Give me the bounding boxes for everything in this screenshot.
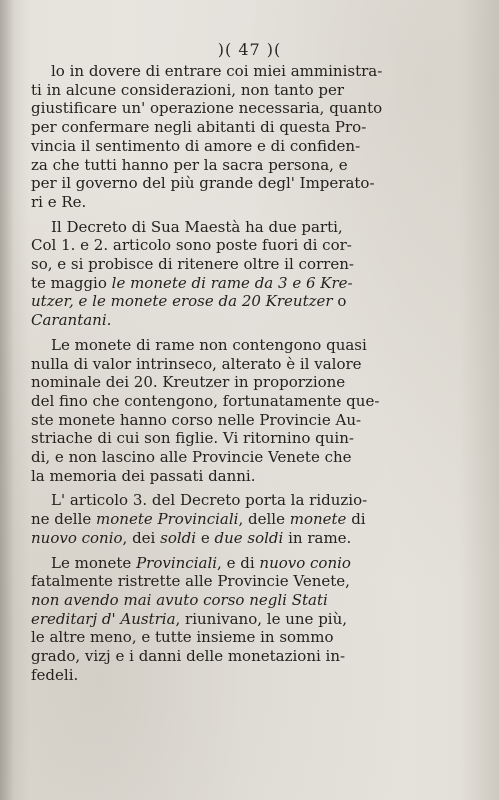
text-run: di: [346, 510, 366, 529]
text-line: [31, 255, 472, 274]
text-run: del fino che contengono, fortunatamente que-: [31, 391, 380, 410]
italic-text: nuovo conio: [259, 553, 351, 572]
text-run: Il Decreto di Sua Maestà ha due parti,: [51, 217, 343, 236]
text-run: ne delle: [31, 510, 97, 529]
text-line: [31, 666, 472, 685]
text-line: [31, 137, 472, 156]
text-line: [31, 292, 472, 311]
italic-text: due soldi: [214, 528, 284, 547]
page-gutter-shadow: [0, 0, 14, 800]
paragraph: [31, 491, 472, 547]
text-line: [31, 529, 472, 548]
text-line: [31, 118, 472, 137]
text-line: [31, 274, 472, 293]
text-run: ste monete hanno corso nelle Provincie Au-: [31, 410, 362, 429]
italic-text: le monete di rame da 3 e 6 Kre-: [111, 273, 353, 292]
text-run: , riunivano, le une più,: [175, 609, 348, 628]
text-run: grado, vizj e i danni delle monetazioni in-: [31, 647, 346, 666]
text-run: per il governo del più grande degl' Imperato-: [31, 174, 375, 193]
text-run: o: [332, 292, 347, 311]
italic-text: Carantani.: [31, 311, 112, 330]
text-line: [31, 610, 472, 629]
text-line: [31, 510, 472, 529]
paragraph: [31, 218, 472, 330]
text-run: e: [196, 528, 215, 547]
italic-text: nuovo conio: [31, 528, 123, 547]
text-run: za che tutti hanno per la sacra persona, e: [31, 155, 348, 174]
italic-text: non avendo mai avuto corso negli Stati: [31, 590, 328, 609]
text-line: [31, 99, 472, 118]
text-line: [31, 218, 472, 237]
text-line: [31, 491, 472, 510]
text-line: [31, 373, 472, 392]
text-run: , e di: [217, 553, 260, 572]
text-run: la memoria dei passati danni.: [31, 466, 256, 485]
paragraph: [31, 336, 472, 486]
page-number: )( 47 )(: [217, 40, 282, 59]
italic-text: soldi: [160, 528, 197, 547]
text-run: per confermare negli abitanti di questa Pro-: [31, 118, 367, 137]
body-text: [31, 62, 472, 685]
text-line: [31, 591, 472, 610]
text-run: fatalmente ristrette alle Provincie Venete,: [31, 572, 350, 591]
text-run: fedeli.: [31, 665, 79, 684]
text-line: [31, 647, 472, 666]
text-run: Col 1. e 2. articolo sono poste fuori di cor-: [31, 236, 352, 255]
text-run: di, e non lascino alle Provincie Venete che: [31, 448, 352, 467]
italic-text: utzer, e le monete erose da 20 Kreutzer: [31, 292, 333, 311]
text-run: giustificare un' operazione necessaria, quanto: [31, 99, 383, 118]
text-run: ri e Re.: [31, 192, 87, 211]
text-run: nulla di valor intrinseco, alterato è il valore: [31, 354, 362, 373]
text-run: le altre meno, e tutte insieme in sommo: [31, 628, 334, 647]
paragraph: [31, 62, 472, 212]
italic-text: Provinciali: [136, 553, 218, 572]
text-run: L' articolo 3. del Decreto porta la riduzio-: [51, 491, 368, 510]
text-line: [31, 467, 472, 486]
text-run: striache di cui son figlie. Vi ritornino quin-: [31, 429, 354, 448]
text-line: [31, 411, 472, 430]
italic-text: ereditarj d' Austria: [31, 609, 176, 628]
text-run: , delle: [238, 510, 290, 529]
text-run: nominale dei 20. Kreutzer in proporzione: [31, 373, 346, 392]
italic-text: monete: [289, 510, 347, 529]
text-run: te maggio: [31, 273, 112, 292]
text-line: [31, 193, 472, 212]
text-line: [31, 156, 472, 175]
text-run: lo in dovere di entrare coi miei amministra-: [51, 62, 383, 80]
text-line: [31, 236, 472, 255]
text-run: vincia il sentimento di amore e di confiden-: [31, 136, 361, 155]
text-run: Le monete: [51, 553, 137, 572]
text-line: [31, 392, 472, 411]
text-line: [31, 355, 472, 374]
italic-text: monete Provinciali: [96, 510, 239, 529]
text-run: Le monete di rame non contengono quasi: [51, 335, 367, 354]
text-line: [31, 336, 472, 355]
text-line: [31, 429, 472, 448]
text-line: [31, 81, 472, 100]
text-line: [31, 174, 472, 193]
text-run: ti in alcune considerazioni, non tanto per: [31, 80, 345, 99]
text-line: [31, 554, 472, 573]
text-line: [31, 62, 472, 81]
text-line: [31, 311, 472, 330]
text-run: , dei: [122, 528, 161, 547]
text-line: [31, 628, 472, 647]
paragraph: [31, 554, 472, 685]
text-line: [31, 448, 472, 467]
text-run: in rame.: [283, 528, 352, 547]
text-run: so, e si probisce di ritenere oltre il corren-: [31, 255, 354, 274]
text-line: [31, 572, 472, 591]
